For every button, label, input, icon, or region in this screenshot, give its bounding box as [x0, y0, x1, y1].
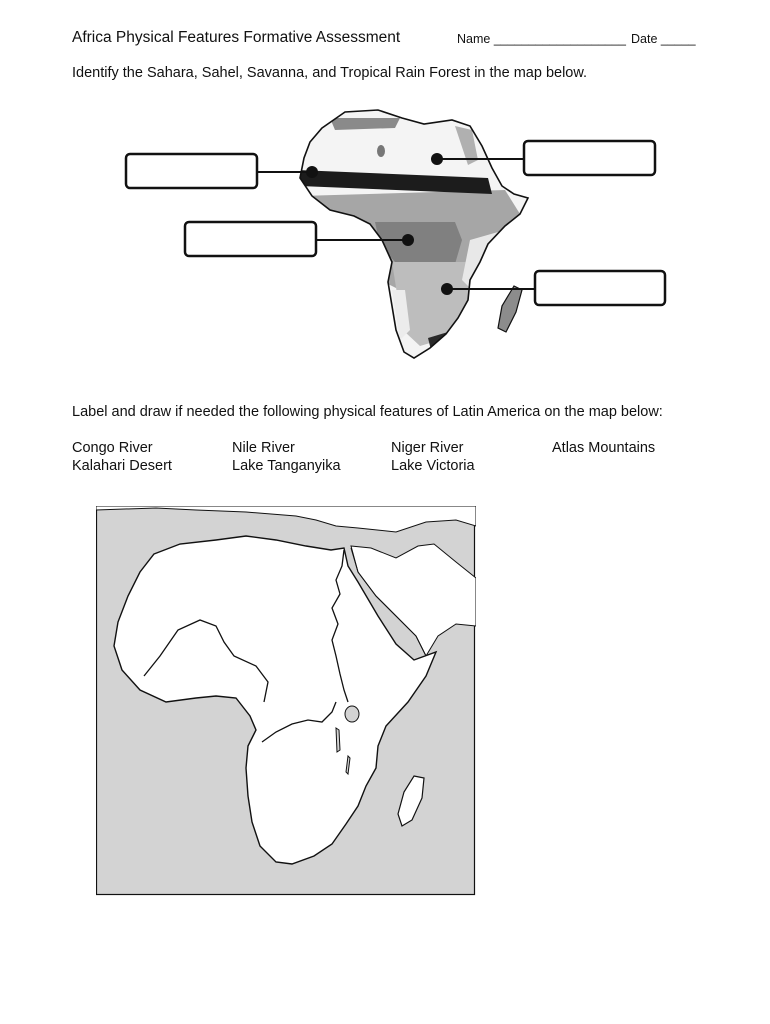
label-box-left-upper[interactable] [126, 154, 257, 188]
lake-victoria-shape[interactable] [345, 706, 359, 722]
feature-lake-tanganyika: Lake Tanganyika [232, 458, 341, 474]
lake-tanganyika-shape[interactable] [336, 728, 340, 752]
feature-congo-river: Congo River [72, 440, 153, 456]
name-field[interactable]: Name ___________________ [457, 32, 626, 46]
instruction-label-draw: Label and draw if needed the following physical features of Latin America on the map below: [72, 404, 663, 420]
label-box-right-upper[interactable] [524, 141, 655, 175]
feature-niger-river: Niger River [391, 440, 464, 456]
feature-kalahari-desert: Kalahari Desert [72, 458, 172, 474]
feature-atlas-mountains: Atlas Mountains [552, 440, 656, 456]
instruction-identify: Identify the Sahara, Sahel, Savanna, and Tropical Rain Forest in the map below. [72, 65, 588, 81]
date-field[interactable]: Date _____ [631, 32, 696, 46]
feature-nile-river: Nile River [232, 440, 295, 456]
label-box-left-lower[interactable] [185, 222, 316, 256]
feature-lake-victoria: Lake Victoria [391, 458, 475, 474]
page-title: Africa Physical Features Formative Assessment [72, 29, 401, 46]
outline-map[interactable] [96, 506, 476, 896]
vegetation-zone-map [0, 0, 770, 400]
label-box-right-lower[interactable] [535, 271, 665, 305]
madagascar-shape [498, 286, 522, 332]
